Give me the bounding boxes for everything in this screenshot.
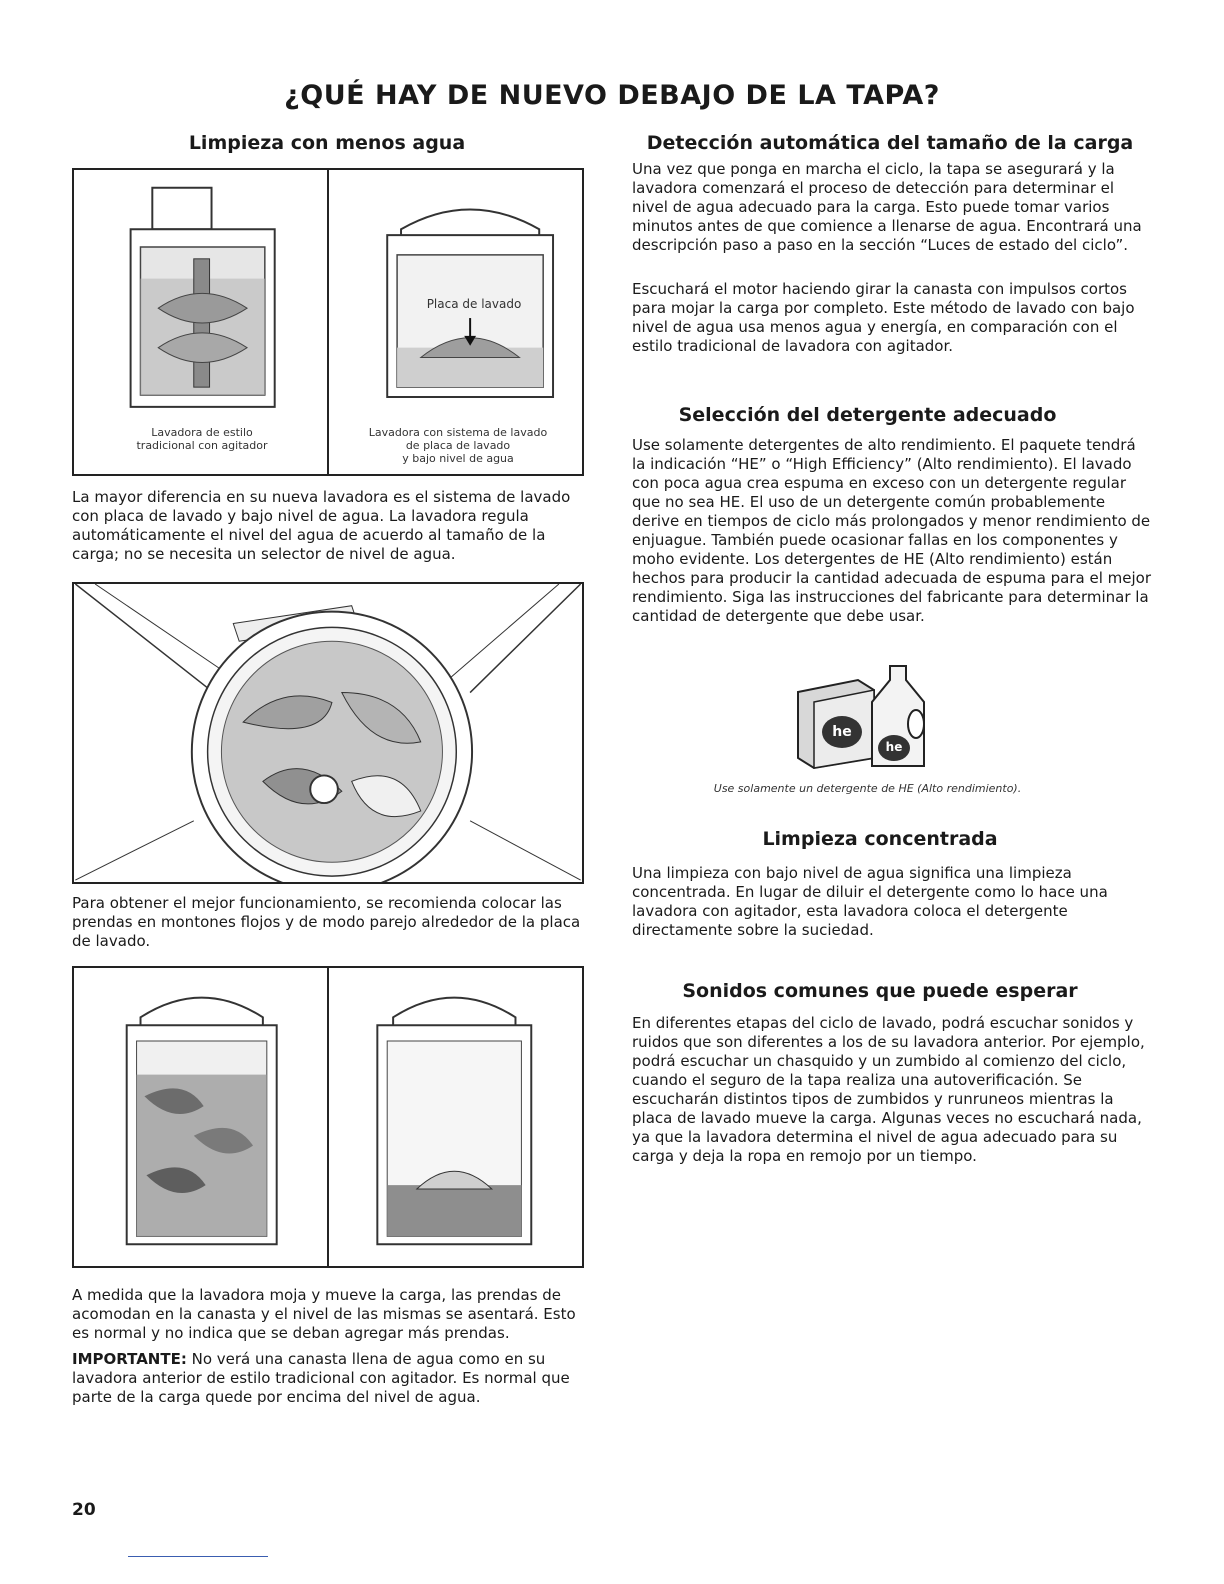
loaded-washer-illustration: [74, 584, 582, 882]
page-title: ¿QUÉ HAY DE NUEVO DEBAJO DE LA TAPA?: [284, 80, 940, 111]
caption-low-water-washer: [346, 426, 570, 465]
figure-washer-comparison: [72, 168, 584, 476]
washers-with-load-illustration: [74, 968, 582, 1266]
washer-full-load-drawing: [127, 998, 277, 1245]
paragraph-he-detergent: Use solamente detergentes de alto rendimiento. El paquete tendrá la indicación “HE” o “High Efficiency” (Alto rendimiento). El lavado con poca agua crea espuma en exceso con un detergente regular que no sea HE. El uso de un detergente común probablemente derive en tiempos de ciclo más prolongados y menor rendimiento de enjuague. También puede ocasionar fallas en los componentes y moho evidente. Los detergentes de HE (Alto rendimiento) están hechos para producir la cantidad adecuada de espuma para el mejor rendimiento. Siga las instrucciones del fabricante para determinar la cantidad de detergente que debe usar.: [632, 436, 1152, 625]
caption-traditional-washer: [94, 426, 310, 452]
caption-line: y bajo nivel de agua: [402, 452, 514, 465]
paragraph-load-detection: Una vez que ponga en marcha el ciclo, la tapa se asegurará y la lavadora comenzará el proceso de detección para determinar el nivel de agua adecuado para la carga. Esto puede tomar varios minutos antes de que comience a llenarse de agua. Encontrará una descripción paso a paso en la sección “Luces de estado del ciclo”.: [632, 160, 1142, 254]
important-text: No verá una canasta llena de agua como en su lavadora anterior de estilo tradicional con agitador. Es normal que parte de la carga quede por encima del nivel de agua.: [72, 1350, 570, 1406]
traditional-washer-drawing: [131, 188, 275, 407]
figure-loaded-washer-top-view: [72, 582, 584, 884]
paragraph-motor-sound: Escuchará el motor haciendo girar la canasta con impulsos cortos para mojar la carga por completo. Este método de lavado con bajo nivel de agua usa menos agua y energía, en comparación con el estilo tradicional de lavadora con agitador.: [632, 280, 1135, 355]
caption-line: Lavadora de estilo: [151, 426, 253, 439]
heading-limpieza-concentrada: Limpieza concentrada: [762, 828, 998, 850]
important-label: IMPORTANTE:: [72, 1350, 187, 1368]
he-logo-bottle: he: [885, 740, 903, 754]
page-number: 20: [72, 1500, 96, 1520]
paragraph-load-settles: A medida que la lavadora moja y mueve la carga, las prendas de acomodan en la canasta y el nivel de las mismas se asentará. Esto es normal y no indica que se deban agregar más prendas.: [72, 1286, 576, 1342]
figure-washers-with-load: [72, 966, 584, 1268]
caption-line: de placa de lavado: [405, 439, 511, 452]
caption-line: tradicional con agitador: [136, 439, 268, 452]
he-logo-box: he: [832, 724, 852, 740]
caption-line: Lavadora con sistema de lavado: [368, 426, 548, 439]
paragraph-concentrated-cleaning: Una limpieza con bajo nivel de agua significa una limpieza concentrada. En lugar de diluir el detergente como lo hace una lavadora con agitador, esta lavadora coloca el detergente directamente sobre la suciedad.: [632, 864, 1108, 939]
paragraph-important: [72, 1350, 584, 1407]
detergent-products-drawing: [790, 656, 950, 776]
caption-he-detergent: Use solamente un detergente de HE (Alto rendimiento).: [713, 782, 1022, 795]
heading-limpieza-menos-agua: Limpieza con menos agua: [188, 132, 466, 154]
heading-sonidos-comunes: Sonidos comunes que puede esperar: [682, 980, 1078, 1002]
heading-deteccion-automatica: Detección automática del tamaño de la carga: [646, 132, 1134, 154]
paragraph-main-difference: La mayor diferencia en su nueva lavadora es el sistema de lavado con placa de lavado y bajo nivel de agua. La lavadora regula automáticamente el nivel del agua de acuerdo al tamaño de la carga; no se necesita un selector de nivel de agua.: [72, 488, 571, 563]
paragraph-best-performance: Para obtener el mejor funcionamiento, se recomienda colocar las prendas en montones flojos y de modo parejo alrededor de la placa de lavado.: [72, 894, 581, 950]
washer-settled-load-drawing: [377, 998, 531, 1245]
he-detergent-illustration: [790, 656, 950, 776]
label-placa-de-lavado: Placa de lavado: [426, 297, 522, 311]
heading-seleccion-detergente: Selección del detergente adecuado: [678, 404, 1057, 426]
footer-rule: [128, 1556, 268, 1557]
paragraph-common-sounds: En diferentes etapas del ciclo de lavado, podrá escuchar sonidos y ruidos que son diferentes a los de su lavadora anterior. Por ejemplo, podrá escuchar un chasquido y un zumbido al comienzo del ciclo, cuando el seguro de la tapa realiza una autoverificación. Se escucharán distintos tipos de zumbidos y runruneos mientras la placa de lavado mueve la carga. Algunas veces no escuchará nada, ya que la lavadora determina el nivel de agua adecuado para su carga y deja la ropa en remojo por un tiempo.: [632, 1014, 1145, 1165]
